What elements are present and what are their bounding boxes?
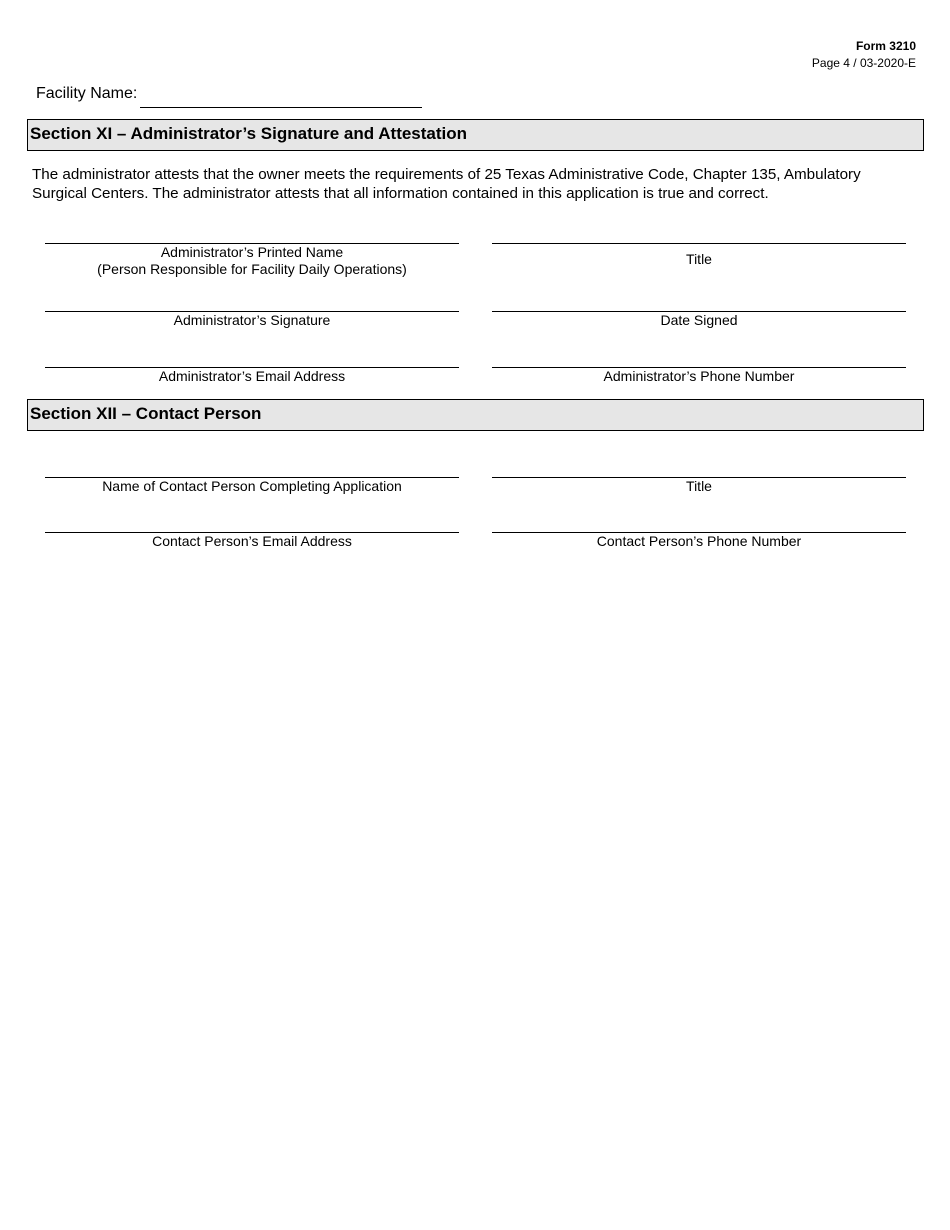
signature-line [492,243,906,244]
admin-printed-name-label: Administrator’s Printed Name [160,244,344,260]
admin-email-field[interactable] [45,367,459,385]
admin-signature-field[interactable] [45,311,459,329]
contact-phone-label: Contact Person’s Phone Number [596,533,802,549]
admin-title-label: Title [686,251,712,267]
contact-email-field[interactable] [45,532,459,550]
admin-phone-label: Administrator’s Phone Number [603,368,795,384]
admin-title-field[interactable] [492,243,906,268]
date-signed-label: Date Signed [660,312,738,328]
date-signed-field[interactable] [492,311,906,329]
contact-phone-field[interactable] [492,532,906,550]
facility-name-label: Facility Name: [36,85,138,102]
facility-name-field[interactable] [140,107,422,108]
admin-phone-field[interactable] [492,367,906,385]
contact-name-label: Name of Contact Person Completing Application [102,478,402,494]
form-header [812,38,916,72]
admin-printed-name-field[interactable] [45,243,459,278]
page-info: Page 4 / 03-2020-E [811,56,916,70]
contact-email-label: Contact Person’s Email Address [152,533,352,549]
form-number: Form 3210 [855,39,916,53]
section-xi-header: Section XI – Administrator’s Signature and Attestation [27,119,924,151]
admin-email-label: Administrator’s Email Address [158,368,346,384]
attestation-text: The administrator attests that the owner meets the requirements of 25 Texas Administrative Code, Chapter 135, Ambulatory Surgical Centers. The administrator attests that all information contained in this application is true and correct. [32,166,861,202]
admin-printed-name-note: (Person Responsible for Facility Daily Operations) [97,261,407,277]
admin-signature-label: Administrator’s Signature [173,312,331,328]
contact-name-field[interactable] [45,477,459,495]
section-xii-header: Section XII – Contact Person [27,399,924,431]
contact-title-field[interactable] [492,477,906,495]
contact-title-label: Title [686,478,712,494]
